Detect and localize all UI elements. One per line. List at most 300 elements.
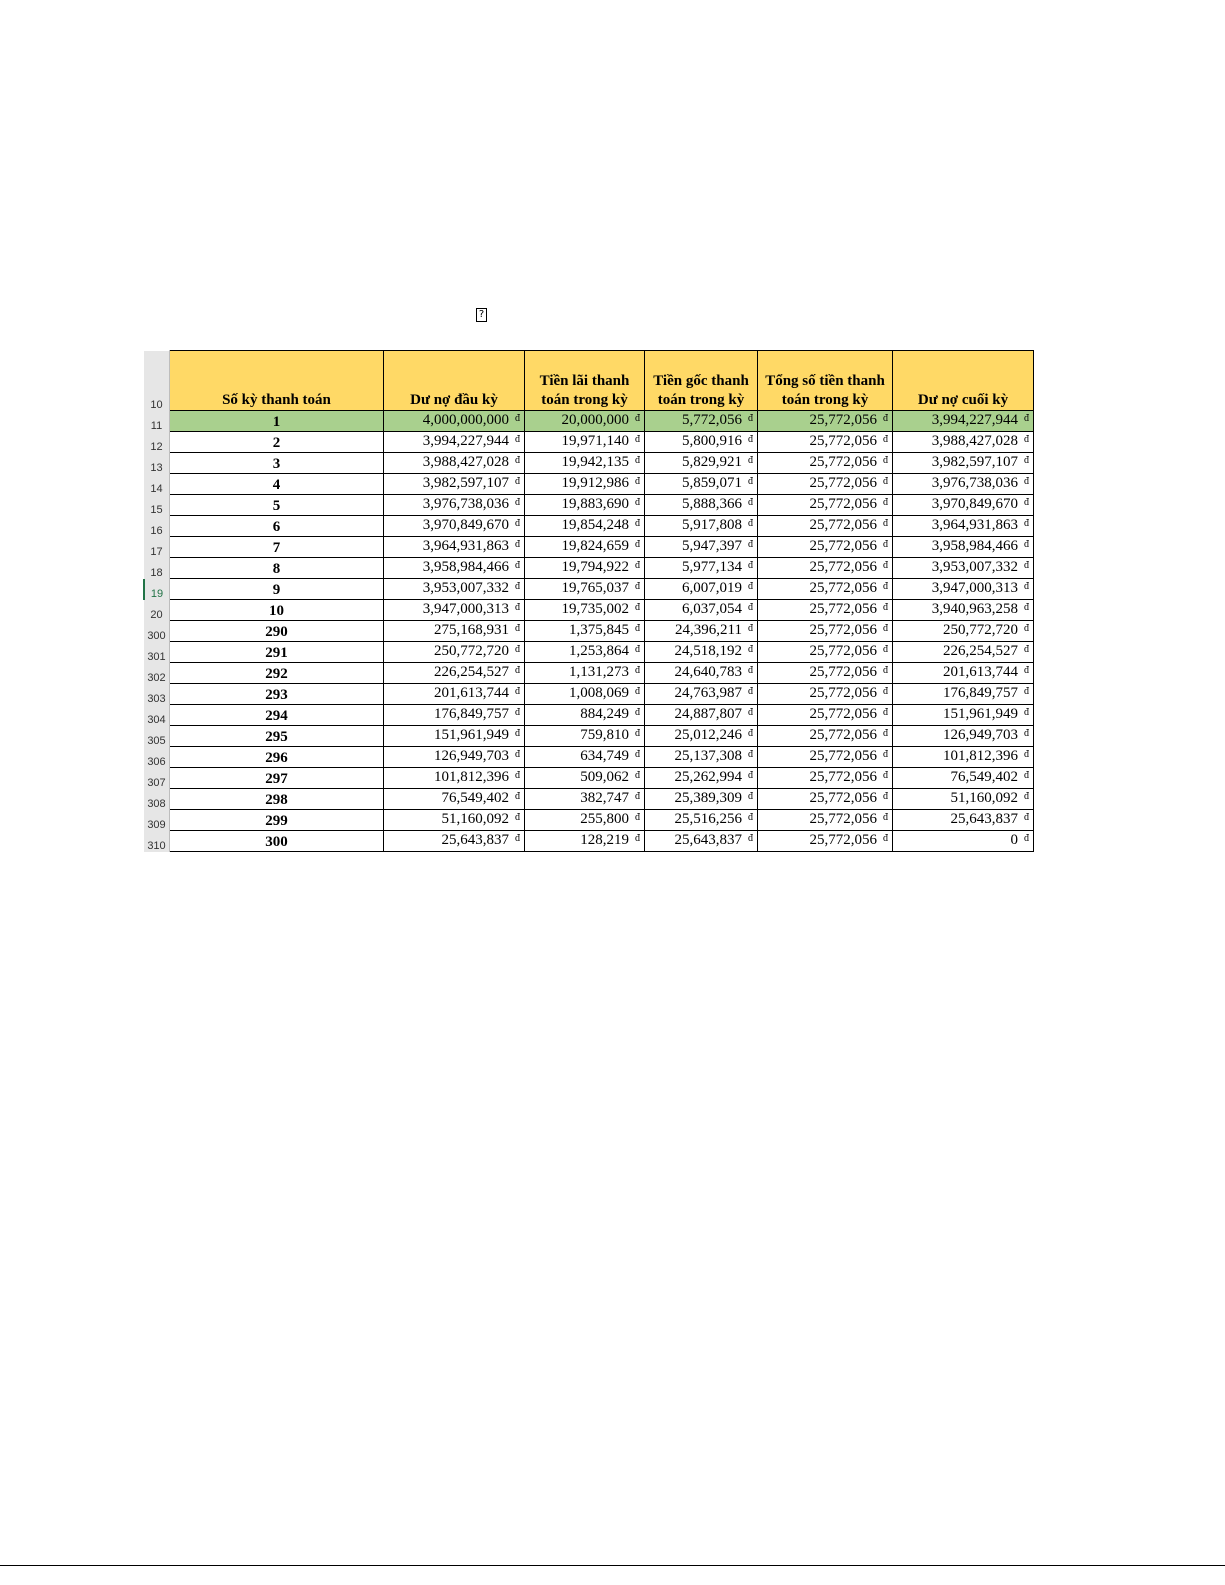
closing-balance-cell[interactable] [893, 495, 1034, 516]
amount-value: 25,772,056 [809, 706, 877, 722]
total-payment-cell[interactable] [758, 684, 893, 705]
principal-cell[interactable] [645, 705, 758, 726]
amount-value: 25,772,056 [809, 580, 877, 596]
currency-symbol: đ [515, 665, 520, 676]
currency-symbol: đ [883, 539, 888, 550]
amount-value: 3,994,227,944 [422, 433, 509, 449]
currency-symbol: đ [1024, 623, 1029, 634]
opening-balance-cell[interactable] [384, 474, 525, 495]
row-number[interactable]: 305 [144, 726, 170, 747]
amount-value: 176,849,757 [943, 685, 1018, 701]
total-payment-cell[interactable] [758, 474, 893, 495]
amount-value: 25,772,056 [809, 622, 877, 638]
principal-cell[interactable] [645, 621, 758, 642]
table-row [144, 495, 1034, 516]
amount-value: 3,970,849,670 [422, 517, 509, 533]
amount-value: 51,160,092 [441, 811, 509, 827]
currency-symbol: đ [1024, 812, 1029, 823]
interest-cell[interactable] [525, 579, 645, 600]
opening-balance-cell[interactable] [384, 516, 525, 537]
interest-cell[interactable] [525, 474, 645, 495]
amount-value: 3,947,000,313 [931, 580, 1018, 596]
period-cell[interactable]: 6 [170, 516, 384, 537]
amount-value: 101,812,396 [943, 748, 1018, 764]
col-header-opening-balance[interactable]: Dư nợ đầu kỳ [384, 351, 525, 411]
header-row [144, 351, 1034, 411]
row-number[interactable]: 20 [144, 600, 170, 621]
col-header-interest[interactable]: Tiền lãi thanh toán trong kỳ [525, 351, 645, 411]
closing-balance-cell[interactable] [893, 789, 1034, 810]
amount-value: 3,953,007,332 [422, 580, 509, 596]
currency-symbol: đ [515, 413, 520, 424]
amount-value: 126,949,703 [434, 748, 509, 764]
period-cell[interactable]: 298 [170, 789, 384, 810]
period-cell[interactable]: 5 [170, 495, 384, 516]
opening-balance-cell[interactable] [384, 726, 525, 747]
amount-value: 25,772,056 [809, 496, 877, 512]
row-number[interactable]: 11 [144, 411, 170, 432]
row-number[interactable]: 301 [144, 642, 170, 663]
amount-value: 176,849,757 [434, 706, 509, 722]
row-number[interactable]: 16 [144, 516, 170, 537]
currency-symbol: đ [748, 497, 753, 508]
amount-value: 5,859,071 [682, 475, 742, 491]
currency-symbol: đ [635, 434, 640, 445]
amount-value: 25,772,056 [809, 601, 877, 617]
table-row [144, 705, 1034, 726]
currency-symbol: đ [515, 623, 520, 634]
amount-value: 3,958,984,466 [422, 559, 509, 575]
principal-cell[interactable] [645, 537, 758, 558]
amount-value: 25,772,056 [809, 685, 877, 701]
row-number[interactable]: 306 [144, 747, 170, 768]
closing-balance-cell[interactable] [893, 705, 1034, 726]
total-payment-cell[interactable] [758, 516, 893, 537]
period-cell[interactable]: 291 [170, 642, 384, 663]
amount-value: 3,988,427,028 [931, 433, 1018, 449]
closing-balance-cell[interactable] [893, 642, 1034, 663]
amount-value: 25,772,056 [809, 433, 877, 449]
row-number[interactable]: 308 [144, 789, 170, 810]
amount-value: 250,772,720 [434, 643, 509, 659]
period-cell[interactable]: 7 [170, 537, 384, 558]
period-cell[interactable]: 1 [170, 411, 384, 432]
currency-symbol: đ [635, 644, 640, 655]
currency-symbol: đ [635, 812, 640, 823]
amount-value: 3,958,984,466 [931, 538, 1018, 554]
currency-symbol: đ [1024, 791, 1029, 802]
total-payment-cell[interactable] [758, 768, 893, 789]
closing-balance-cell[interactable] [893, 579, 1034, 600]
row-number[interactable]: 17 [144, 537, 170, 558]
total-payment-cell[interactable] [758, 600, 893, 621]
row-number[interactable]: 10 [144, 351, 170, 411]
currency-symbol: đ [515, 686, 520, 697]
amount-value: 3,982,597,107 [422, 475, 509, 491]
currency-symbol: đ [515, 728, 520, 739]
interest-cell[interactable] [525, 621, 645, 642]
amount-value: 151,961,949 [943, 706, 1018, 722]
interest-cell[interactable] [525, 600, 645, 621]
closing-balance-cell[interactable] [893, 726, 1034, 747]
closing-balance-cell[interactable] [893, 432, 1034, 453]
row-number[interactable]: 303 [144, 684, 170, 705]
amount-value: 5,947,397 [682, 538, 742, 554]
interest-cell[interactable] [525, 789, 645, 810]
closing-balance-cell[interactable] [893, 768, 1034, 789]
opening-balance-cell[interactable] [384, 432, 525, 453]
closing-balance-cell[interactable] [893, 558, 1034, 579]
amount-value: 25,772,056 [809, 643, 877, 659]
row-number[interactable]: 15 [144, 495, 170, 516]
currency-symbol: đ [883, 623, 888, 634]
col-header-total-payment[interactable]: Tổng số tiền thanh toán trong kỳ [758, 351, 893, 411]
opening-balance-cell[interactable] [384, 621, 525, 642]
currency-symbol: đ [748, 518, 753, 529]
period-cell[interactable]: 297 [170, 768, 384, 789]
interest-cell[interactable] [525, 558, 645, 579]
currency-symbol: đ [515, 833, 520, 844]
interest-cell[interactable] [525, 831, 645, 852]
amount-value: 128,219 [580, 832, 629, 848]
currency-symbol: đ [883, 707, 888, 718]
col-header-principal[interactable]: Tiền gốc thanh toán trong kỳ [645, 351, 758, 411]
period-cell[interactable]: 295 [170, 726, 384, 747]
opening-balance-cell[interactable] [384, 831, 525, 852]
total-payment-cell[interactable] [758, 705, 893, 726]
principal-cell[interactable] [645, 453, 758, 474]
amount-value: 24,887,807 [674, 706, 742, 722]
principal-cell[interactable] [645, 642, 758, 663]
currency-symbol: đ [1024, 602, 1029, 613]
currency-symbol: đ [748, 413, 753, 424]
table-row [144, 600, 1034, 621]
currency-symbol: đ [635, 560, 640, 571]
amount-value: 25,262,994 [674, 769, 742, 785]
closing-balance-cell[interactable] [893, 621, 1034, 642]
table-row [144, 621, 1034, 642]
currency-symbol: đ [635, 455, 640, 466]
opening-balance-cell[interactable] [384, 558, 525, 579]
total-payment-cell[interactable] [758, 663, 893, 684]
amount-value: 3,964,931,863 [931, 517, 1018, 533]
interest-cell[interactable] [525, 411, 645, 432]
closing-balance-cell[interactable] [893, 600, 1034, 621]
period-cell[interactable]: 4 [170, 474, 384, 495]
row-number[interactable]: 309 [144, 810, 170, 831]
amount-value: 25,389,309 [674, 790, 742, 806]
amount-value: 226,254,527 [434, 664, 509, 680]
amount-value: 19,942,135 [561, 454, 629, 470]
amount-value: 5,829,921 [682, 454, 742, 470]
amount-value: 19,971,140 [561, 433, 629, 449]
interest-cell[interactable] [525, 432, 645, 453]
currency-symbol: đ [748, 686, 753, 697]
principal-cell[interactable] [645, 516, 758, 537]
currency-symbol: đ [748, 833, 753, 844]
opening-balance-cell[interactable] [384, 789, 525, 810]
closing-balance-cell[interactable] [893, 411, 1034, 432]
col-header-closing-balance[interactable]: Dư nợ cuối kỳ [893, 351, 1034, 411]
currency-symbol: đ [883, 518, 888, 529]
currency-symbol: đ [515, 539, 520, 550]
missing-glyph-box: ? [476, 308, 487, 322]
closing-balance-cell[interactable] [893, 810, 1034, 831]
period-cell[interactable]: 299 [170, 810, 384, 831]
period-cell[interactable]: 294 [170, 705, 384, 726]
amount-value: 25,772,056 [809, 664, 877, 680]
principal-cell[interactable] [645, 768, 758, 789]
opening-balance-cell[interactable] [384, 411, 525, 432]
period-cell[interactable]: 290 [170, 621, 384, 642]
amount-value: 1,008,069 [569, 685, 629, 701]
currency-symbol: đ [635, 581, 640, 592]
amount-value: 126,949,703 [943, 727, 1018, 743]
table-row [144, 768, 1034, 789]
currency-symbol: đ [883, 770, 888, 781]
total-payment-cell[interactable] [758, 726, 893, 747]
closing-balance-cell[interactable] [893, 453, 1034, 474]
table-row [144, 726, 1034, 747]
principal-cell[interactable] [645, 579, 758, 600]
opening-balance-cell[interactable] [384, 747, 525, 768]
amount-value: 226,254,527 [943, 643, 1018, 659]
currency-symbol: đ [1024, 644, 1029, 655]
interest-cell[interactable] [525, 810, 645, 831]
principal-cell[interactable] [645, 810, 758, 831]
currency-symbol: đ [883, 728, 888, 739]
opening-balance-cell[interactable] [384, 684, 525, 705]
amount-value: 151,961,949 [434, 727, 509, 743]
currency-symbol: đ [748, 749, 753, 760]
period-cell[interactable]: 296 [170, 747, 384, 768]
total-payment-cell[interactable] [758, 411, 893, 432]
interest-cell[interactable] [525, 768, 645, 789]
currency-symbol: đ [515, 581, 520, 592]
table-row [144, 747, 1034, 768]
amount-value: 634,749 [580, 748, 629, 764]
opening-balance-cell[interactable] [384, 453, 525, 474]
closing-balance-cell[interactable] [893, 474, 1034, 495]
currency-symbol: đ [1024, 707, 1029, 718]
interest-cell[interactable] [525, 705, 645, 726]
opening-balance-cell[interactable] [384, 810, 525, 831]
currency-symbol: đ [635, 539, 640, 550]
currency-symbol: đ [883, 749, 888, 760]
interest-cell[interactable] [525, 495, 645, 516]
amount-value: 76,549,402 [950, 769, 1018, 785]
currency-symbol: đ [515, 434, 520, 445]
opening-balance-cell[interactable] [384, 537, 525, 558]
amount-value: 1,375,845 [569, 622, 629, 638]
table-row [144, 831, 1034, 852]
amount-value: 3,982,597,107 [931, 454, 1018, 470]
row-number[interactable]: 304 [144, 705, 170, 726]
currency-symbol: đ [635, 602, 640, 613]
amount-value: 25,772,056 [809, 748, 877, 764]
currency-symbol: đ [1024, 518, 1029, 529]
amount-value: 1,131,273 [569, 664, 629, 680]
closing-balance-cell[interactable] [893, 747, 1034, 768]
amount-value: 5,917,808 [682, 517, 742, 533]
row-number[interactable]: 18 [144, 558, 170, 579]
currency-symbol: đ [748, 560, 753, 571]
total-payment-cell[interactable] [758, 495, 893, 516]
col-header-period[interactable]: Số kỳ thanh toán [170, 351, 384, 411]
currency-symbol: đ [635, 791, 640, 802]
closing-balance-cell[interactable] [893, 516, 1034, 537]
principal-cell[interactable] [645, 789, 758, 810]
table-row [144, 516, 1034, 537]
interest-cell[interactable] [525, 747, 645, 768]
currency-symbol: đ [748, 623, 753, 634]
currency-symbol: đ [635, 749, 640, 760]
period-cell[interactable]: 293 [170, 684, 384, 705]
total-payment-cell[interactable] [758, 432, 893, 453]
closing-balance-cell[interactable] [893, 537, 1034, 558]
amount-value: 25,772,056 [809, 769, 877, 785]
currency-symbol: đ [1024, 833, 1029, 844]
opening-balance-cell[interactable] [384, 495, 525, 516]
row-number[interactable]: 302 [144, 663, 170, 684]
amount-value: 509,062 [580, 769, 629, 785]
currency-symbol: đ [635, 665, 640, 676]
currency-symbol: đ [883, 665, 888, 676]
total-payment-cell[interactable] [758, 579, 893, 600]
principal-cell[interactable] [645, 726, 758, 747]
principal-cell[interactable] [645, 558, 758, 579]
period-cell[interactable]: 10 [170, 600, 384, 621]
amount-value: 3,994,227,944 [931, 412, 1018, 428]
amount-value: 3,940,963,258 [931, 601, 1018, 617]
principal-cell[interactable] [645, 432, 758, 453]
total-payment-cell[interactable] [758, 558, 893, 579]
opening-balance-cell[interactable] [384, 663, 525, 684]
currency-symbol: đ [1024, 560, 1029, 571]
amount-value: 24,396,211 [675, 622, 742, 638]
currency-symbol: đ [748, 665, 753, 676]
opening-balance-cell[interactable] [384, 600, 525, 621]
currency-symbol: đ [748, 539, 753, 550]
currency-symbol: đ [748, 476, 753, 487]
interest-cell[interactable] [525, 684, 645, 705]
amount-value: 25,772,056 [809, 790, 877, 806]
opening-balance-cell[interactable] [384, 768, 525, 789]
total-payment-cell[interactable] [758, 642, 893, 663]
currency-symbol: đ [883, 602, 888, 613]
row-number[interactable]: 12 [144, 432, 170, 453]
currency-symbol: đ [1024, 665, 1029, 676]
amount-value: 6,007,019 [682, 580, 742, 596]
opening-balance-cell[interactable] [384, 579, 525, 600]
page-bottom-rule [0, 1565, 1225, 1566]
amount-value: 25,772,056 [809, 517, 877, 533]
amount-value: 5,772,056 [682, 412, 742, 428]
principal-cell[interactable] [645, 600, 758, 621]
principal-cell[interactable] [645, 747, 758, 768]
principal-cell[interactable] [645, 831, 758, 852]
amount-value: 24,518,192 [674, 643, 742, 659]
interest-cell[interactable] [525, 516, 645, 537]
period-cell[interactable]: 9 [170, 579, 384, 600]
amount-value: 6,037,054 [682, 601, 742, 617]
row-number[interactable]: 13 [144, 453, 170, 474]
currency-symbol: đ [883, 812, 888, 823]
currency-symbol: đ [515, 791, 520, 802]
total-payment-cell[interactable] [758, 810, 893, 831]
row-number[interactable]: 14 [144, 474, 170, 495]
currency-symbol: đ [883, 581, 888, 592]
total-payment-cell[interactable] [758, 621, 893, 642]
currency-symbol: đ [515, 644, 520, 655]
amount-value: 275,168,931 [434, 622, 509, 638]
closing-balance-cell[interactable] [893, 831, 1034, 852]
closing-balance-cell[interactable] [893, 684, 1034, 705]
opening-balance-cell[interactable] [384, 705, 525, 726]
currency-symbol: đ [635, 476, 640, 487]
table-row [144, 432, 1034, 453]
row-number[interactable]: 19 [144, 579, 170, 600]
currency-symbol: đ [515, 476, 520, 487]
period-cell[interactable]: 3 [170, 453, 384, 474]
total-payment-cell[interactable] [758, 537, 893, 558]
currency-symbol: đ [635, 707, 640, 718]
principal-cell[interactable] [645, 684, 758, 705]
amount-value: 25,012,246 [674, 727, 742, 743]
total-payment-cell[interactable] [758, 747, 893, 768]
amount-value: 19,824,659 [561, 538, 629, 554]
interest-cell[interactable] [525, 726, 645, 747]
amount-value: 3,964,931,863 [422, 538, 509, 554]
currency-symbol: đ [1024, 413, 1029, 424]
currency-symbol: đ [1024, 581, 1029, 592]
principal-cell[interactable] [645, 474, 758, 495]
interest-cell[interactable] [525, 453, 645, 474]
amount-value: 25,772,056 [809, 727, 877, 743]
currency-symbol: đ [748, 728, 753, 739]
total-payment-cell[interactable] [758, 831, 893, 852]
table-row [144, 411, 1034, 432]
total-payment-cell[interactable] [758, 789, 893, 810]
currency-symbol: đ [748, 581, 753, 592]
principal-cell[interactable] [645, 663, 758, 684]
interest-cell[interactable] [525, 537, 645, 558]
amount-value: 25,137,308 [674, 748, 742, 764]
currency-symbol: đ [515, 455, 520, 466]
row-number[interactable]: 300 [144, 621, 170, 642]
principal-cell[interactable] [645, 495, 758, 516]
currency-symbol: đ [515, 497, 520, 508]
interest-cell[interactable] [525, 663, 645, 684]
opening-balance-cell[interactable] [384, 642, 525, 663]
total-payment-cell[interactable] [758, 453, 893, 474]
interest-cell[interactable] [525, 642, 645, 663]
amount-value: 382,747 [580, 790, 629, 806]
table-row [144, 684, 1034, 705]
row-number[interactable]: 310 [144, 831, 170, 852]
period-cell[interactable]: 8 [170, 558, 384, 579]
amount-value: 19,854,248 [561, 517, 629, 533]
amount-value: 76,549,402 [441, 790, 509, 806]
closing-balance-cell[interactable] [893, 663, 1034, 684]
principal-cell[interactable] [645, 411, 758, 432]
amount-value: 25,772,056 [809, 538, 877, 554]
row-number[interactable]: 307 [144, 768, 170, 789]
period-cell[interactable]: 300 [170, 831, 384, 852]
currency-symbol: đ [635, 413, 640, 424]
period-cell[interactable]: 292 [170, 663, 384, 684]
period-cell[interactable]: 2 [170, 432, 384, 453]
